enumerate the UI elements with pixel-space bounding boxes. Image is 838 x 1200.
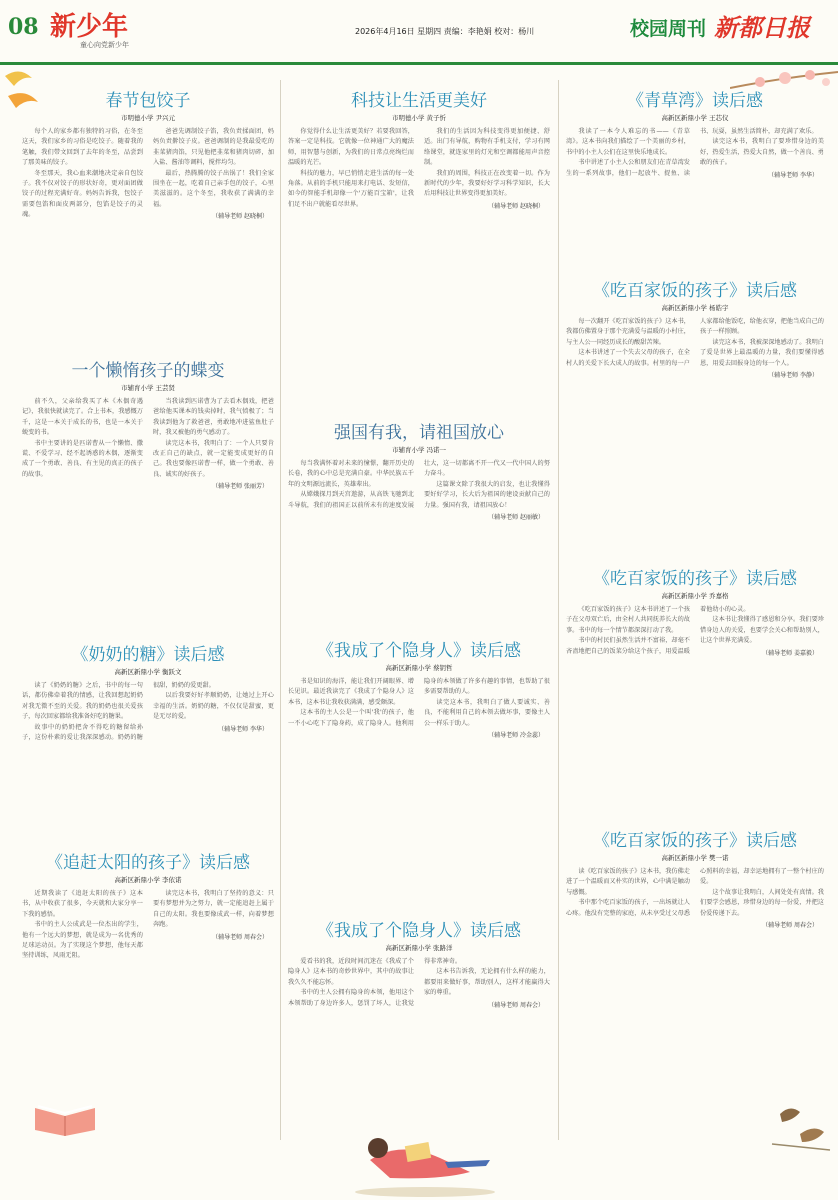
column-divider [280, 80, 281, 1140]
paragraph: 爱看书的我，近段时间沉迷在《我成了个隐身人》这本书的奇妙世界中，其中的故事让我久久不能忘怀。 [288, 958, 414, 986]
article-title: 《我成了个隐身人》读后感 [317, 921, 521, 941]
article-body [288, 459, 550, 523]
paper-name: 新都日报 [714, 13, 810, 42]
article-teacher: （辅导老师 姜嘉毅） [762, 649, 818, 657]
paragraph: 我读了一本令人难忘的书——《青草湾》。这本书向我们描绘了一个美丽的乡村，书中的小主人公们在这里快乐地成长。 [566, 128, 690, 156]
article-8 [288, 916, 550, 1096]
article-body [566, 605, 824, 659]
paragraph: 最后，热腾腾的饺子出锅了！我们全家围坐在一起，吃着自己亲手包的饺子，心里美滋滋的。这个冬至，我收获了满满的幸福。 [153, 169, 274, 208]
bird-illustration [0, 66, 60, 146]
paragraph: 读《吃百家饭的孩子》这本书，我仿佛走进了一个温暖而又朴实的世界，心中满是触动与感慨。 [566, 868, 690, 896]
article-teacher: （辅导老师 张丽芳） [212, 483, 268, 491]
page-number: 08 [8, 14, 39, 40]
article-teacher: （辅导老师 周春会） [212, 933, 268, 941]
article-title: 《吃百家饭的孩子》读后感 [593, 281, 797, 301]
article-body [288, 127, 550, 212]
article-title: 《青草湾》读后感 [627, 91, 763, 111]
paragraph: 冬至那天，我心血来潮地决定亲自包饺子。我不仅对饺子的形状好奇，更对面团做饺子的过程充满好奇。妈妈告诉我，包饺子需要包馅和面皮两部分，包馅是饺子的灵魂。 [22, 169, 143, 219]
page-header [0, 0, 838, 66]
paragraph: 从嫦娥探月到天宫遨游，从高铁飞驰到北斗导航，我们的祖国正以前所未有的速度发展壮大，这一切都离不开一代又一代中国人的努力奋斗。 [288, 460, 550, 509]
paragraph: 科技的魅力，早已悄悄走进生活的每一处角落。从前的手机只能用来打电话、发短信，如今的智能手机却像一个'万能百宝箱'，让我们足不出户就能看尽世界。 [288, 169, 414, 208]
article-teacher: （辅导老师 赵晓桐） [488, 202, 544, 210]
article-6 [288, 418, 550, 618]
paragraph: 书中那个吃百家饭的孩子，一出场就让人心疼。他没有完整的家庭，从未享受过父母悉心照料的幸福，却幸运地拥有了一整个村庄的爱。 [566, 868, 824, 917]
paragraph: 你觉得什么让生活更美好？若要我回答，答案一定是科技。它就像一位神通广大的魔法师，用智慧与创新，为我们的日常点亮绚烂而温暖的光芒。 [288, 128, 414, 167]
article-body [566, 317, 824, 381]
paragraph: 这本书让我懂得了感恩和分享。我们要珍惜身边人的关爱，也要学会关心和帮助别人，让这个世界充满爱。 [700, 616, 824, 645]
article-7 [288, 636, 550, 866]
paragraph: 当我读到匹诺曹为了去看木偶戏，把爸爸给他买课本的钱卖掉时，我气愤极了；当我读到他为了救爸爸，勇敢地冲进鲨鱼肚子时，我又被他的勇气感动了。 [153, 398, 274, 437]
article-body [22, 397, 274, 493]
paragraph: 我们的周围，科技正在改变着一切。作为新时代的少年，我要好好学习科学知识，长大后用科技让世界变得更加美好。 [424, 169, 550, 198]
header-rule [0, 62, 838, 65]
article-teacher: （辅导老师 周春会） [762, 922, 818, 930]
article-title: 一个懒惰孩子的蝶变 [71, 361, 225, 381]
paragraph: 每个人的家乡都有独特的习俗，在冬至这天，我们家乡的习俗是吃饺子。随着我的笔触，我们带文回到了去年的冬至，品尝到了那美味的饺子。 [22, 128, 143, 167]
article-byline: 高新区新鼎小学 王芯仪 [661, 114, 729, 122]
article-2 [22, 356, 274, 606]
paragraph: 书中的主人公成武是一位杰出的学生，他有一个远大的梦想，就是成为一名优秀的足球运动员。为了实现这个梦想，他每天都坚持训练，风雨无阻。 [22, 921, 143, 960]
article-teacher: （辅导老师 李华） [768, 171, 818, 179]
article-teacher: （辅导老师 李华） [218, 725, 268, 733]
paragraph: 以后我要好好孝顺奶奶，让她过上开心幸福的生活。奶奶的糖，不仅仅是甜蜜，更是无尽的爱。 [153, 692, 274, 721]
paragraph: 读完这本书，我明白了坚持的意义：只要有梦想并为之努力，就一定能追赶上属于自己的太阳。我也要像成武一样，向着梦想奔跑。 [153, 890, 274, 929]
article-title: 《奶奶的糖》读后感 [71, 645, 225, 665]
column-name: 校园周刊 [630, 18, 707, 40]
article-title: 《我成了个隐身人》读后感 [317, 641, 521, 661]
paragraph: 读完这本书，我明白了要珍惜身边的美好，热爱生活，热爱大自然，做一个善良、勇敢的孩子。 [700, 138, 824, 167]
paragraph: 前不久，父亲给我买了本《木偶奇遇记》，我很快就读完了。合上书本，我感慨万千，这是一本关于成长的书，也是一本关于蜕变的书。 [22, 398, 143, 437]
article-byline: 市明德小学 尹兴元 [120, 114, 176, 122]
article-title: 《吃百家饭的孩子》读后感 [593, 569, 797, 589]
paragraph: 近期我读了《追赶太阳的孩子》这本书，从中收获了很多，今天就和大家分享一下我的感悟。 [22, 890, 143, 918]
article-teacher: （辅导老师 赵丽敏） [488, 514, 544, 522]
article-byline: 高新区新鼎小学 李依诺 [114, 876, 182, 884]
article-body [288, 677, 550, 741]
article-byline: 市辅育小学 冯诺一 [391, 446, 447, 454]
article-title: 《追赶太阳的孩子》读后感 [46, 853, 250, 873]
article-teacher: （辅导老师 赵晓桐） [212, 213, 268, 221]
paragraph: 故事中的奶奶把舍不得吃的糖留给孙子，这份朴素的爱让我深深感动。奶奶的糖很甜，奶奶的爱更甜。 [22, 682, 215, 742]
paragraph: 书中讲述了小主人公和朋友们在青草湾发生的一系列故事，他们一起放牛、捉鱼、读书、玩耍，虽然生活简朴，却充满了欢乐。 [566, 128, 818, 177]
paragraph: 我们的生活因为科技变得更加便捷、舒适。出门有导航，购物有手机支付，学习有网络课堂，就连家里的灯光和空调都能用声音控制。 [424, 128, 550, 167]
article-title: 强国有我，请祖国放心 [334, 423, 504, 443]
column-divider [558, 80, 559, 1140]
article-byline: 高新区新鼎小学 樊一诺 [661, 854, 729, 862]
article-byline: 高新区新鼎小学 杨皓宇 [661, 304, 729, 312]
article-body [566, 127, 824, 181]
article-byline: 高新区新鼎小学 蔡钥哲 [385, 664, 453, 672]
sparrows-illustration [770, 1064, 832, 1154]
article-10 [566, 276, 824, 546]
article-byline: 市明德小学 黄子忻 [391, 114, 447, 122]
paragraph: 这本书讲述了一个失去父母的孩子，在全村人的关爱下长大成人的故事。村里的每一户人家都给他饭吃，给他衣穿，把他当成自己的孩子一样照顾。 [566, 318, 824, 367]
issue-meta: 2026年4月16日 星期四 责编：李艳娟 校对：杨川 [355, 27, 535, 36]
article-12 [566, 826, 824, 1056]
paragraph: 这本书告诉我，无论拥有什么样的能力，都要用来做好事，帮助别人，这样才能赢得大家的尊重。 [424, 968, 550, 997]
masthead-logo: 新少年 [50, 12, 129, 42]
article-4 [22, 848, 274, 1058]
article-title: 春节包饺子 [105, 91, 191, 111]
paragraph: 读完这本书，我被深深地感动了。我明白了爱是世界上最温暖的力量，我们要懂得感恩，用爱去回报身边的每一个人。 [700, 338, 824, 367]
paragraph: 爸爸先调制饺子馅，我负责揉面团，妈妈负责擀饺子皮。爸爸调制的是我最爱吃的韭菜猪肉馅，只见他把韭菜和猪肉切碎，加入盐、酱油等调料，搅拌均匀。 [153, 128, 274, 167]
open-book-illustration [30, 1088, 100, 1138]
article-5 [288, 86, 550, 406]
paragraph: 这本书的主人公是一个叫'我'的孩子，他一不小心吃下了隐身药，成了隐身人。他利用隐身的本领做了许多有趣的事情，也帮助了很多需要帮助的人。 [288, 678, 550, 727]
paragraph: 书中主要讲的是匹诺曹从一个懒惰、撒谎、不爱学习、经不起诱惑的木偶，逐渐变成了一个勇敢、善良、有主见的真正的孩子的故事。 [22, 439, 143, 478]
article-teacher: （辅导老师 李静） [768, 372, 818, 380]
paragraph: 书中的主人公拥有隐身的本领，他用这个本领帮助了身边许多人，惩罚了坏人，让我觉得非常神奇。 [288, 958, 462, 1007]
article-title: 《吃百家饭的孩子》读后感 [593, 831, 797, 851]
article-teacher: （辅导老师 周春会） [488, 1001, 544, 1009]
paragraph: 书中的村民们虽然生活并不富裕，却毫不吝啬地把自己的饭菜分给这个孩子，用爱温暖着他幼小的心灵。 [566, 606, 750, 655]
article-title: 科技让生活更美好 [351, 91, 487, 111]
article-body [22, 889, 274, 962]
paragraph: 读完这本书，我明白了：一个人只要肯改正自己的缺点，就一定能变成更好的自己。我也要像匹诺曹一样，做一个勇敢、善良、诚实的好孩子。 [153, 439, 274, 478]
article-teacher: （辅导老师 冷金蕊） [488, 732, 544, 740]
article-byline: 市辅育小学 王芸贤 [120, 384, 176, 392]
paragraph: 读完这本书，我明白了做人要诚实、善良，不能利用自己的本领去做坏事，要像主人公一样乐于助人。 [424, 698, 550, 727]
paragraph: 每当我满怀着对未来的憧憬，翻开历史的长卷，我的心中总是充满自豪。中华民族五千年的文明源远流长，英雄辈出。 [288, 460, 414, 488]
blossom-branch-illustration [730, 68, 838, 128]
paragraph: 每一次翻开《吃百家饭的孩子》这本书，我都仿佛置身于那个充满爱与温暖的小村庄，与主人公一同经历成长的酸甜苦辣。 [566, 318, 690, 346]
article-body [288, 957, 550, 1011]
article-byline: 高新区新鼎小学 张路洋 [385, 944, 453, 952]
article-body [22, 681, 274, 743]
article-byline: 高新区新鼎小学 衡跃文 [114, 668, 182, 676]
paragraph: 这篇课文除了我很大的启发，也让我懂得要好好学习，长大后为祖国的建设贡献自己的力量。强国有我，请祖国放心！ [424, 480, 550, 509]
article-3 [22, 640, 274, 820]
paragraph: 《吃百家饭的孩子》这本书讲述了一个孩子在父母双亡后，由全村人共同抚养长大的故事。书中的每一个情节都深深打动了我。 [566, 606, 690, 634]
paragraph: 这个故事让我明白，人间处处有真情。我们要学会感恩，珍惜身边的每一份爱，并把这份爱传递下去。 [700, 888, 824, 917]
paragraph: 读了《奶奶的糖》之后，书中的每一句话，都仿佛牵着我的情感，让我回想起奶奶对我无微不至的关爱。我的奶奶也很关爱孩子，每次回家都给我准备好吃的糖果。 [22, 682, 143, 721]
paragraph: 书是知识的海洋，能让我们开阔眼界、增长见识。最近我读完了《我成了个隐身人》这本书，这本书让我收获满满，感受颇深。 [288, 678, 414, 706]
article-body [566, 867, 824, 931]
article-11 [566, 564, 824, 814]
article-byline: 高新区新鼎小学 乔嘉格 [661, 592, 729, 600]
masthead-subtitle: 童心向党新少年 [80, 41, 129, 49]
reading-girl-illustration [350, 1100, 500, 1198]
